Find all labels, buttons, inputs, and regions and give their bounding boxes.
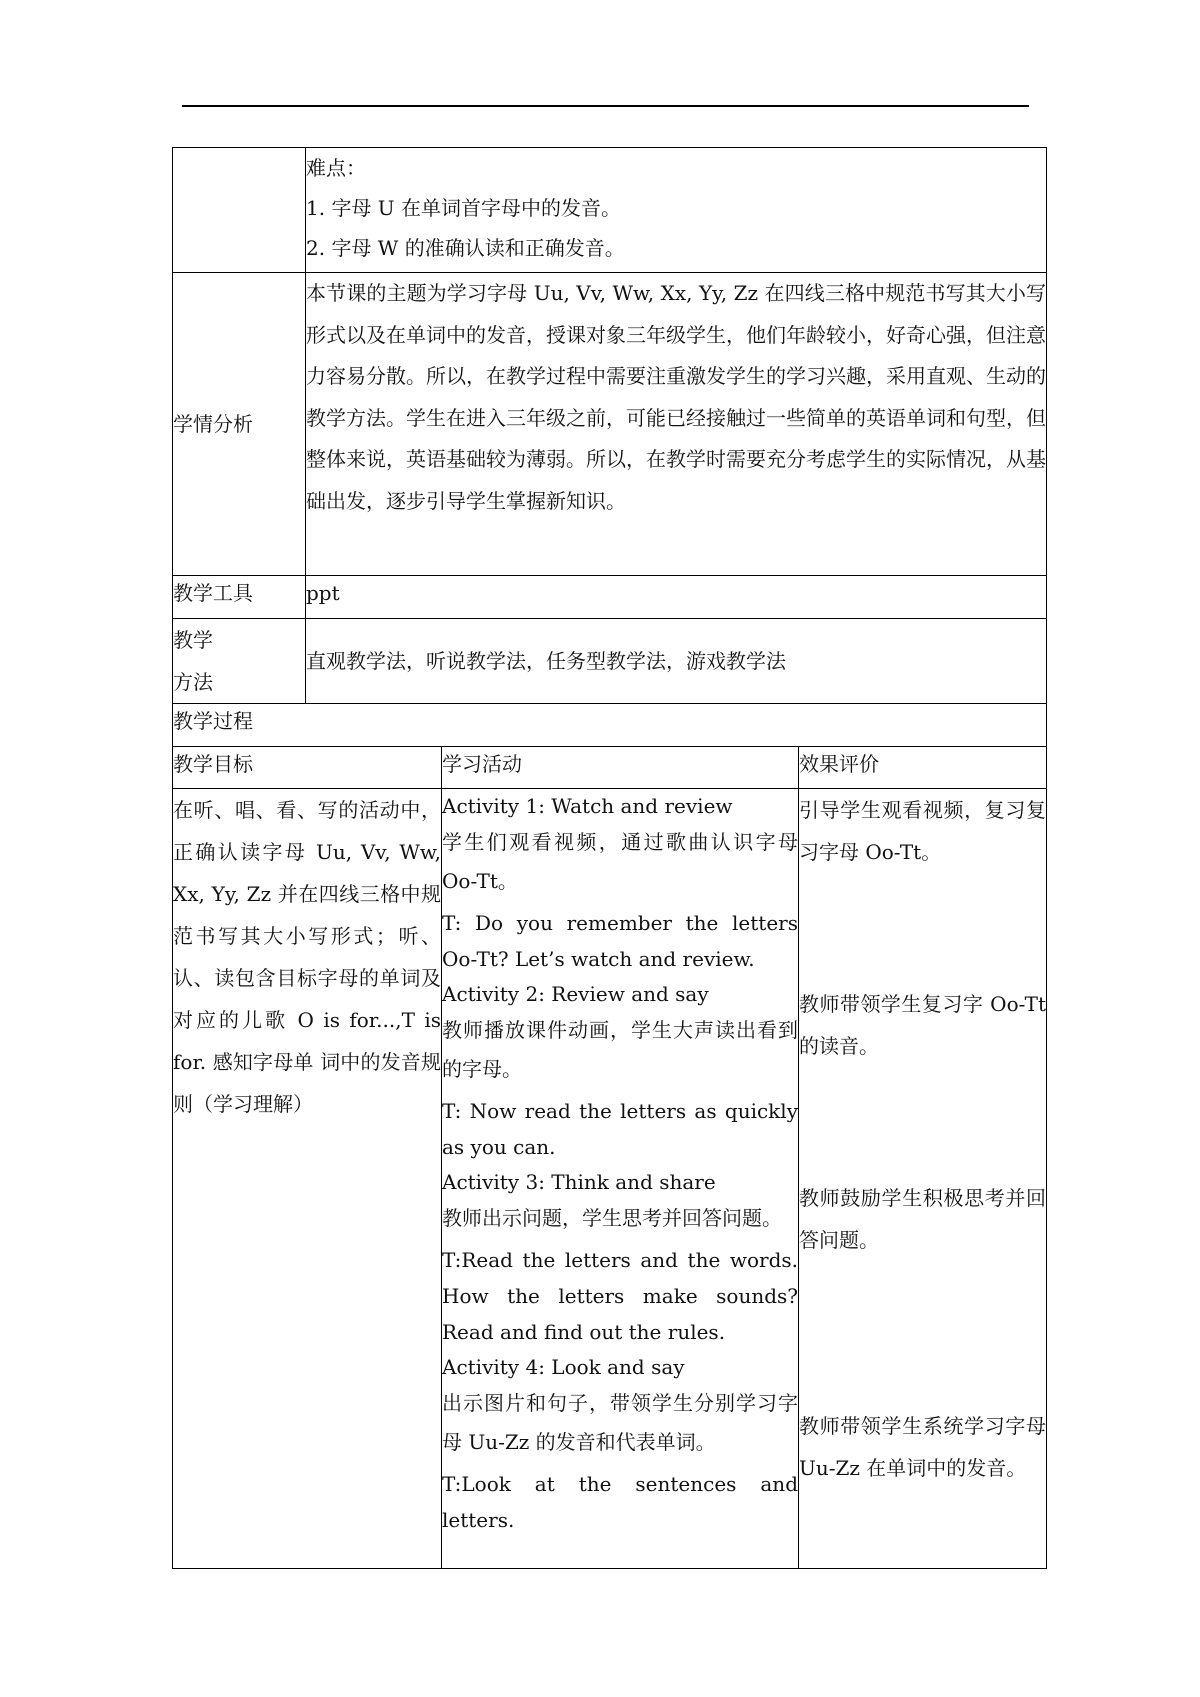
goal-header: 教学目标	[173, 747, 442, 789]
activity-title: Activity 1: Watch and review	[442, 794, 733, 818]
tools-label: 教学工具	[173, 576, 306, 619]
activity-teacher-line: T:Read the letters and the words. How the letters make sounds? Read and find out the rules.	[442, 1248, 798, 1344]
activity-block	[442, 789, 798, 977]
analysis-label: 学情分析	[173, 273, 306, 576]
tools-row	[173, 576, 1047, 619]
activity-block	[442, 1350, 798, 1538]
column-header-row	[173, 747, 1047, 789]
evaluation-header: 效果评价	[799, 747, 1047, 789]
activity-teacher-line: T: Do you remember the letters Oo-Tt? Let’s watch and review.	[442, 911, 798, 971]
evaluation-note: 引导学生观看视频，复习复习字母 Oo-Tt。	[799, 798, 1047, 864]
method-label-line: 教学	[173, 628, 213, 652]
lesson-plan-table	[172, 147, 1047, 1569]
evaluation-note: 教师带领学生系统学习字母 Uu-Zz 在单词中的发音。	[799, 1414, 1047, 1480]
process-label: 教学过程	[173, 704, 1047, 747]
process-row	[173, 704, 1047, 747]
activity-description: 出示图片和句子，带领学生分别学习字母 Uu-Zz 的发音和代表单词。	[442, 1391, 798, 1454]
difficulty-item: 1. 字母 U 在单词首字母中的发音。	[306, 196, 622, 220]
activity-description: 教师播放课件动画，学生大声读出看到的字母。	[442, 1018, 798, 1081]
method-label-line: 方法	[173, 670, 213, 694]
tools-value: ppt	[306, 576, 1047, 619]
activity-title: Activity 4: Look and say	[442, 1355, 685, 1379]
activity-title: Activity 2: Review and say	[442, 982, 709, 1006]
method-value: 直观教学法，听说教学法，任务型教学法，游戏教学法	[306, 619, 1047, 704]
activity-cell	[442, 789, 799, 1569]
evaluation-cell	[799, 789, 1047, 1569]
activity-header: 学习活动	[442, 747, 799, 789]
activity-title: Activity 3: Think and share	[442, 1170, 716, 1194]
difficulty-heading: 难点：	[306, 156, 366, 180]
method-label	[173, 619, 306, 704]
analysis-text: 本节课的主题为学习字母 Uu, Vv, Ww, Xx, Yy, Zz 在四线三格中规范书写其大小写形式以及在单词中的发音，授课对象三年级学生，他们年龄较小，好奇心强，但注意力容易分散。所以，在教学过程中需要注重激发学生的学习兴趣，采用直观、生动的教学方法。学生在进入三年级之前，可能已经接触过一些简单的英语单词和句型，但整体来说，英语基础较为薄弱。所以，在教学时需要充分考虑学生的实际情况，从基础出发，逐步引导学生掌握新知识。	[306, 273, 1047, 576]
goal-text: 在听、唱、看、写的活动中，正确认读字母 Uu, Vv, Ww, Xx, Yy, Zz 并在四线三格中规范书写其大小写形式；听、认、读包含目标字母的单词及对应的儿歌 O is for...,T is for. 感知字母单 词中的发音规则（学习理解）	[173, 789, 442, 1569]
activity-block	[442, 977, 798, 1165]
header-rule	[182, 105, 1029, 107]
analysis-row	[173, 273, 1047, 576]
difficulty-item: 2. 字母 W 的准确认读和正确发音。	[306, 236, 625, 260]
activity-teacher-line: T: Now read the letters as quickly as you can.	[442, 1099, 798, 1159]
evaluation-note: 教师鼓励学生积极思考并回答问题。	[799, 1186, 1047, 1252]
activity-description: 教师出示问题，学生思考并回答问题。	[442, 1206, 782, 1230]
content-row	[173, 789, 1047, 1569]
difficulty-row	[173, 148, 1047, 273]
difficulty-label-cell	[173, 148, 306, 273]
difficulty-cell	[306, 148, 1047, 273]
method-row	[173, 619, 1047, 704]
evaluation-note: 教师带领学生复习字 Oo-Tt 的读音。	[799, 992, 1047, 1058]
activity-description: 学生们观看视频，通过歌曲认识字母 Oo-Tt。	[442, 830, 798, 893]
activity-teacher-line: T:Look at the sentences and letters.	[442, 1472, 798, 1532]
activity-block	[442, 1165, 798, 1350]
